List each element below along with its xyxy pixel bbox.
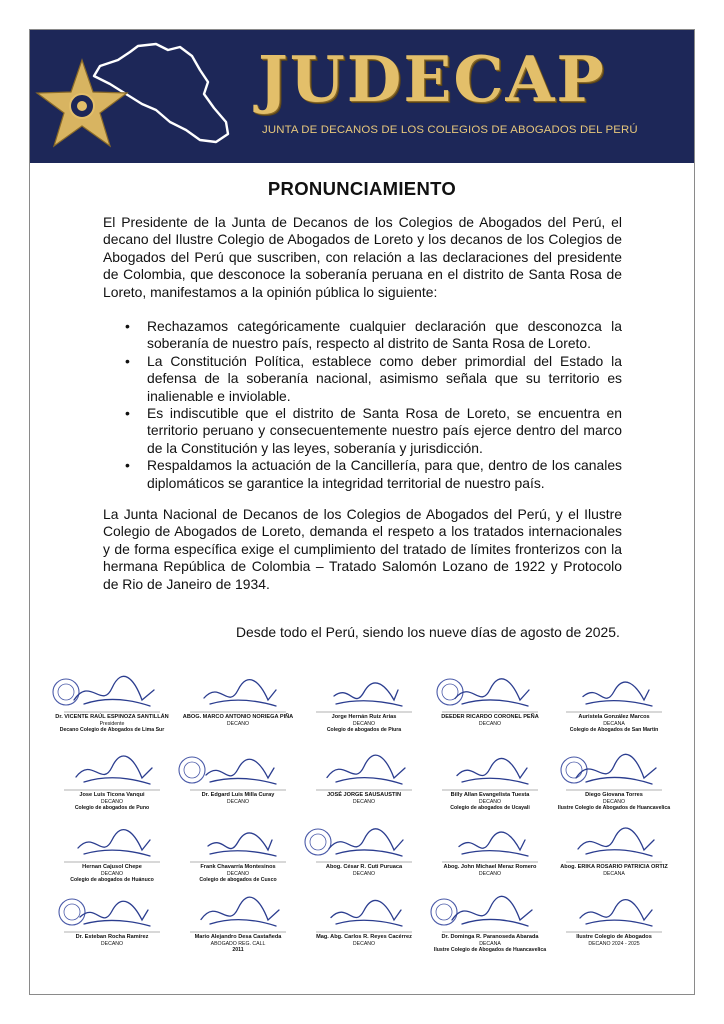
signatory-name: Dr. Esteban Rocha Ramírez: [75, 934, 149, 940]
signatory-role: DECANO: [352, 799, 376, 805]
handwritten-signature: [50, 820, 174, 864]
signature-entry: [552, 670, 676, 740]
official-seal: [431, 899, 457, 925]
signatory-role: DECANO: [478, 871, 502, 877]
signature-entry: [176, 748, 300, 818]
signatory-name: Dr. Dominga R. Paranoseda Abarada: [441, 934, 539, 940]
handwritten-signature: [50, 890, 174, 934]
handwritten-signature: [552, 890, 676, 934]
signatory-role: DECANA: [603, 721, 625, 727]
brand-subtitle: JUNTA DE DECANOS DE LOS COLEGIOS DE ABOGADOS DEL PERÚ: [262, 124, 638, 136]
signature-entry: [552, 820, 676, 890]
handwritten-signature: [302, 748, 426, 792]
handwritten-signature: [50, 670, 174, 714]
official-seal: [179, 757, 205, 783]
signatory-name: Jorge Hernán Ruiz Arias: [331, 714, 397, 720]
signatory-role: DECANO: [478, 721, 502, 727]
signatory-role: DECANA: [603, 871, 625, 877]
signature-entry: [302, 748, 426, 818]
signatory-name: ABOG. MARCO ANTONIO NORIEGA PIÑA: [182, 714, 294, 720]
signature-entry: [50, 748, 174, 818]
signature-entry: [50, 670, 174, 740]
signatory-role: DECANO: [352, 721, 376, 727]
signature-entry: [428, 670, 552, 740]
signature-entry: [302, 670, 426, 740]
signatory-organization: Colegio de abogados de Cusco: [199, 877, 277, 883]
signatory-organization: Decano Colegio de Abogados de Lima Sur: [59, 727, 165, 733]
signature-entry: [552, 748, 676, 818]
star-seal-icon: [34, 58, 130, 154]
signatory-role: DECANA: [479, 941, 501, 947]
official-seal: [305, 829, 331, 855]
handwritten-signature: [176, 748, 300, 792]
official-seal: [59, 899, 85, 925]
signatory-name: Abog. John Michael Meraz Romero: [443, 864, 537, 870]
signatory-role: DECANO: [226, 721, 250, 727]
signatory-name: Billy Allan Evangelista Tuesta: [450, 792, 530, 798]
signatory-organization: Colegio de abogados de Ucayali: [450, 805, 530, 811]
signatory-role: DECANO: [478, 799, 502, 805]
handwritten-signature: [302, 820, 426, 864]
signatory-organization: Ilustre Colegio de Abogados de Huancavelica: [433, 947, 547, 953]
signatory-organization: Colegio de Abogados de San Martín: [569, 727, 659, 733]
official-seal: [53, 679, 79, 705]
signatory-name: DEEDER RICARDO CORONEL PEÑA: [441, 714, 539, 720]
signature-entry: [428, 890, 552, 960]
signatory-name: Auristela González Marcos: [578, 714, 650, 720]
handwritten-signature: [176, 670, 300, 714]
signatory-name: Mag. Abg. Carlos R. Reyes Cacérrez: [316, 934, 412, 940]
signature-entry: [428, 820, 552, 890]
signatory-role: DECANO: [100, 941, 124, 947]
signatory-role: DECANO: [602, 799, 626, 805]
handwritten-signature: [428, 670, 552, 714]
signatory-role: DECANO: [100, 799, 124, 805]
dateline: Desde todo el Perú, siendo los nueve días de agosto de 2025.: [236, 624, 620, 640]
signatory-role: DECANO 2024 - 2025: [588, 941, 640, 947]
signatory-role: DECANO: [226, 871, 250, 877]
letterhead-banner: [30, 30, 694, 163]
signatory-role: DECANO: [100, 871, 124, 877]
official-seal: [437, 679, 463, 705]
declaration-list: [123, 318, 622, 492]
handwritten-signature: [428, 748, 552, 792]
handwritten-signature: [552, 748, 676, 792]
closing-paragraph: La Junta Nacional de Decanos de los Colegios de Abogados del Perú, y el Ilustre Colegio de Abogados de Loreto, demanda el respeto a los tratados internacionales y de forma específica exige el cumplimiento del tratado de límites fronterizos con la hermana República de Colombia – Tratado Salomón Lozano de 1922 y Protocolo de Rio de Janeiro de 1934.: [103, 506, 622, 592]
signatory-role: DECANO: [352, 871, 376, 877]
signatory-organization: Colegio de abogados de Piura: [326, 727, 402, 733]
signatory-name: JOSÉ JORGE SAUSAUSTIN: [327, 792, 401, 798]
list-item: • La Constitución Política, establece como deber primordial del Estado la defensa de la soberanía nacional, asimismo señala que su territorio es inalienable e inviolable.: [123, 353, 622, 405]
signatory-name: Hernan Cajusol Chepe: [82, 864, 142, 870]
signature-entry: [176, 670, 300, 740]
signatory-organization: Colegio de abogados de Huánuco: [70, 877, 154, 883]
signatory-name: Dr. VICENTE RAÚL ESPINOZA SANTILLÁN: [55, 714, 169, 720]
signature-entry: [302, 820, 426, 890]
handwritten-signature: [302, 670, 426, 714]
signatory-name: Mario Alejandro Desa Castañeda: [194, 934, 282, 940]
list-item: • Es indiscutible que el distrito de Santa Rosa de Loreto, se encuentra en territorio peruano y consecuentemente nuestro país ejerce dentro del marco de la Constitución y las leyes, soberanía y jurisdicción.: [123, 405, 622, 457]
signature-entry: [302, 890, 426, 960]
signatory-role: DECANO: [352, 941, 376, 947]
document-title: PRONUNCIAMIENTO: [267, 178, 457, 199]
signatory-name: Abog. César R. Cuti Puruaca: [325, 864, 403, 870]
signature-block: [50, 670, 674, 970]
signature-entry: [552, 890, 676, 960]
signature-entry: [428, 748, 552, 818]
handwritten-signature: [552, 820, 676, 864]
handwritten-signature: [428, 820, 552, 864]
handwritten-signature: [428, 890, 552, 934]
signatory-name: Abog. ERIKA ROSARIO PATRICIA ORTIZ: [560, 864, 668, 870]
handwritten-signature: [176, 820, 300, 864]
signature-entry: [50, 820, 174, 890]
signatory-role: ABOGADO REG. CALL: [210, 941, 266, 947]
intro-paragraph: El Presidente de la Junta de Decanos de los Colegios de Abogados del Perú, el decano del Ilustre Colegio de Abogados de Loreto y los decanos de los Colegios de Abogados del Perú que suscriben, con relación a las declaraciones del presidente de Colombia, que desconoce la soberanía peruana en el distrito de Santa Rosa de Loreto, manifestamos a la opinión pública lo siguiente:: [103, 214, 622, 300]
list-item: • Respaldamos la actuación de la Cancillería, para que, dentro de los canales diplomáticos se garantice la integridad territorial de nuestro país.: [123, 457, 622, 492]
handwritten-signature: [302, 890, 426, 934]
signature-entry: [176, 820, 300, 890]
handwritten-signature: [552, 670, 676, 714]
signatory-role: Presidente: [99, 721, 125, 727]
signatory-name: Jose Luis Ticona Vanqui: [79, 792, 145, 798]
signatory-organization: Ilustre Colegio de Abogados de Huancavelica: [557, 805, 671, 811]
signatory-name: Diego Giovana Torres: [585, 792, 643, 798]
handwritten-signature: [176, 890, 300, 934]
signatory-organization: 2011: [232, 947, 244, 953]
signatory-name: Dr. Edgard Luis Milla Curay: [201, 792, 275, 798]
brand-name: JUDECAP: [258, 42, 606, 116]
handwritten-signature: [50, 748, 174, 792]
signatory-role: DECANO: [226, 799, 250, 805]
signatory-name: Frank Chavarría Montesinos: [200, 864, 276, 870]
signatory-name: Ilustre Colegio de Abogados: [576, 934, 652, 940]
signature-entry: [176, 890, 300, 960]
signatory-organization: Colegio de abogados de Puno: [74, 805, 150, 811]
signature-entry: [50, 890, 174, 960]
list-item: • Rechazamos categóricamente cualquier declaración que desconozca la soberanía de nuestro país, respecto al distrito de Santa Rosa de Loreto.: [123, 318, 622, 353]
